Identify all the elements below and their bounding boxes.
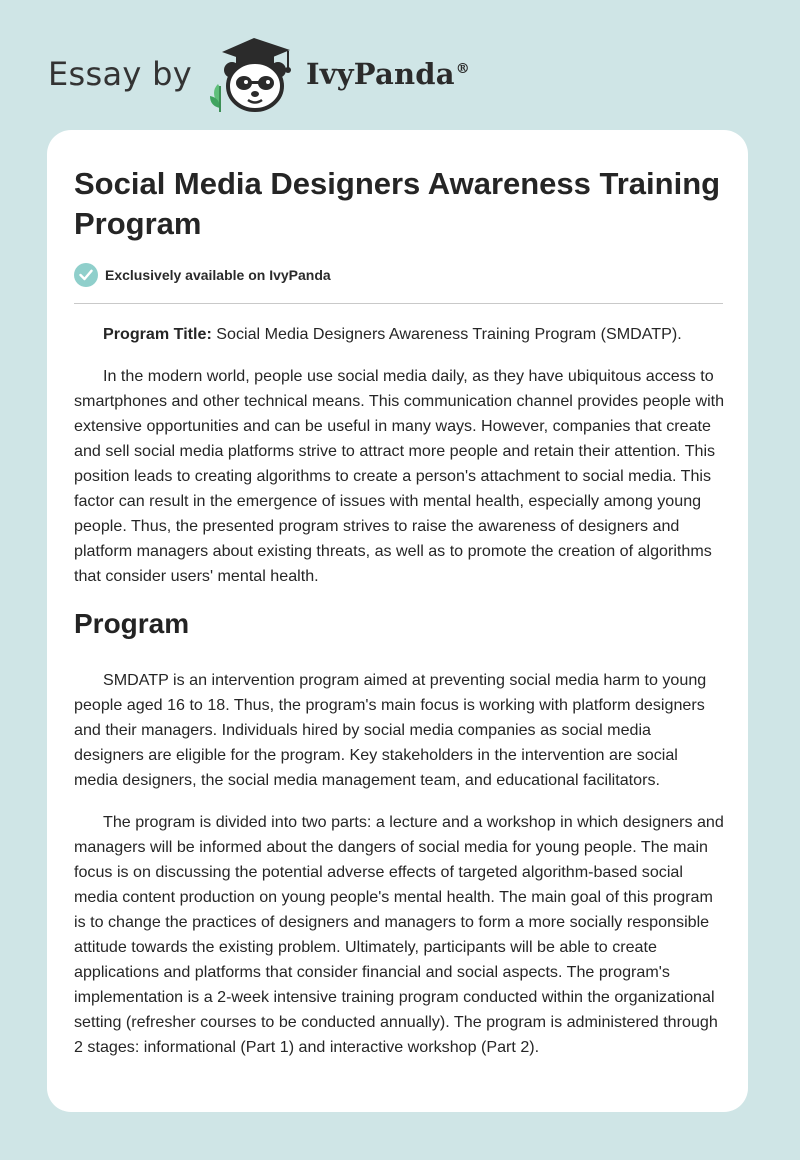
brand-text: IvyPanda: [305, 57, 455, 91]
brand-name[interactable]: [306, 57, 470, 91]
program-title-value: Social Media Designers Awareness Training Program (SMDATP).: [211, 325, 682, 343]
registered-mark: ®: [455, 61, 470, 78]
program-paragraph-1: SMDATP is an intervention program aimed at preventing social media harm to young people aged 16 to 18. Thus, the program's main focus is working with platform designers and their managers. Individuals hired by social media companies as social media designers are eligible for the program. Key stakeholders in the intervention are social media designers, the social media management team, and educational facilitators.: [74, 671, 707, 789]
program-title-paragraph: [74, 322, 725, 347]
program-title-label: Program Title:: [103, 325, 212, 343]
section-heading-program: Program: [74, 608, 190, 639]
page-title: Social Media Designers Awareness Training Program: [74, 166, 721, 241]
essay-by-label: Essay by: [48, 55, 192, 93]
badge-text: Exclusively available on IvyPanda: [105, 267, 331, 283]
intro-paragraph: In the modern world, people use social media daily, as they have ubiquitous access to smartphones and other technical means. This communication channel provides people with extensive opportunities and can be useful in many ways. However, companies that create and sell social media platforms strive to attract more people and retain their attention. This position leads to creating algorithms to create a person's attachment to social media. This factor can result in the emergence of issues with mental health, especially among young people. Thus, the presented program strives to raise the awareness of designers and platform managers about existing threats, as well as to promote the creation of algorithms that consider users' mental health.: [74, 367, 725, 585]
check-circle-icon: [74, 263, 98, 287]
exclusive-badge: [74, 263, 331, 287]
panda-logo-icon[interactable]: [208, 34, 300, 114]
divider: [74, 303, 723, 304]
essay-card: [47, 130, 748, 1112]
article-body: [74, 322, 725, 1077]
program-paragraph-2: The program is divided into two parts: a lecture and a workshop in which designers and managers will be informed about the dangers of social media for young people. The main focus is on discussing the potential adverse effects of targeted algorithm-based social media content production on young people's mental health. The main goal of this program is to change the practices of designers and managers to form a more socially responsible attitude towards the existing problem. Ultimately, participants will be able to create applications and platforms that consider financial and social aspects. The program's implementation is a 2-week intensive training program conducted within the organizational setting (refresher courses to be conducted annually). The program is administered through 2 stages: informational (Part 1) and interactive workshop (Part 2).: [74, 813, 724, 1056]
site-header: [48, 34, 470, 114]
